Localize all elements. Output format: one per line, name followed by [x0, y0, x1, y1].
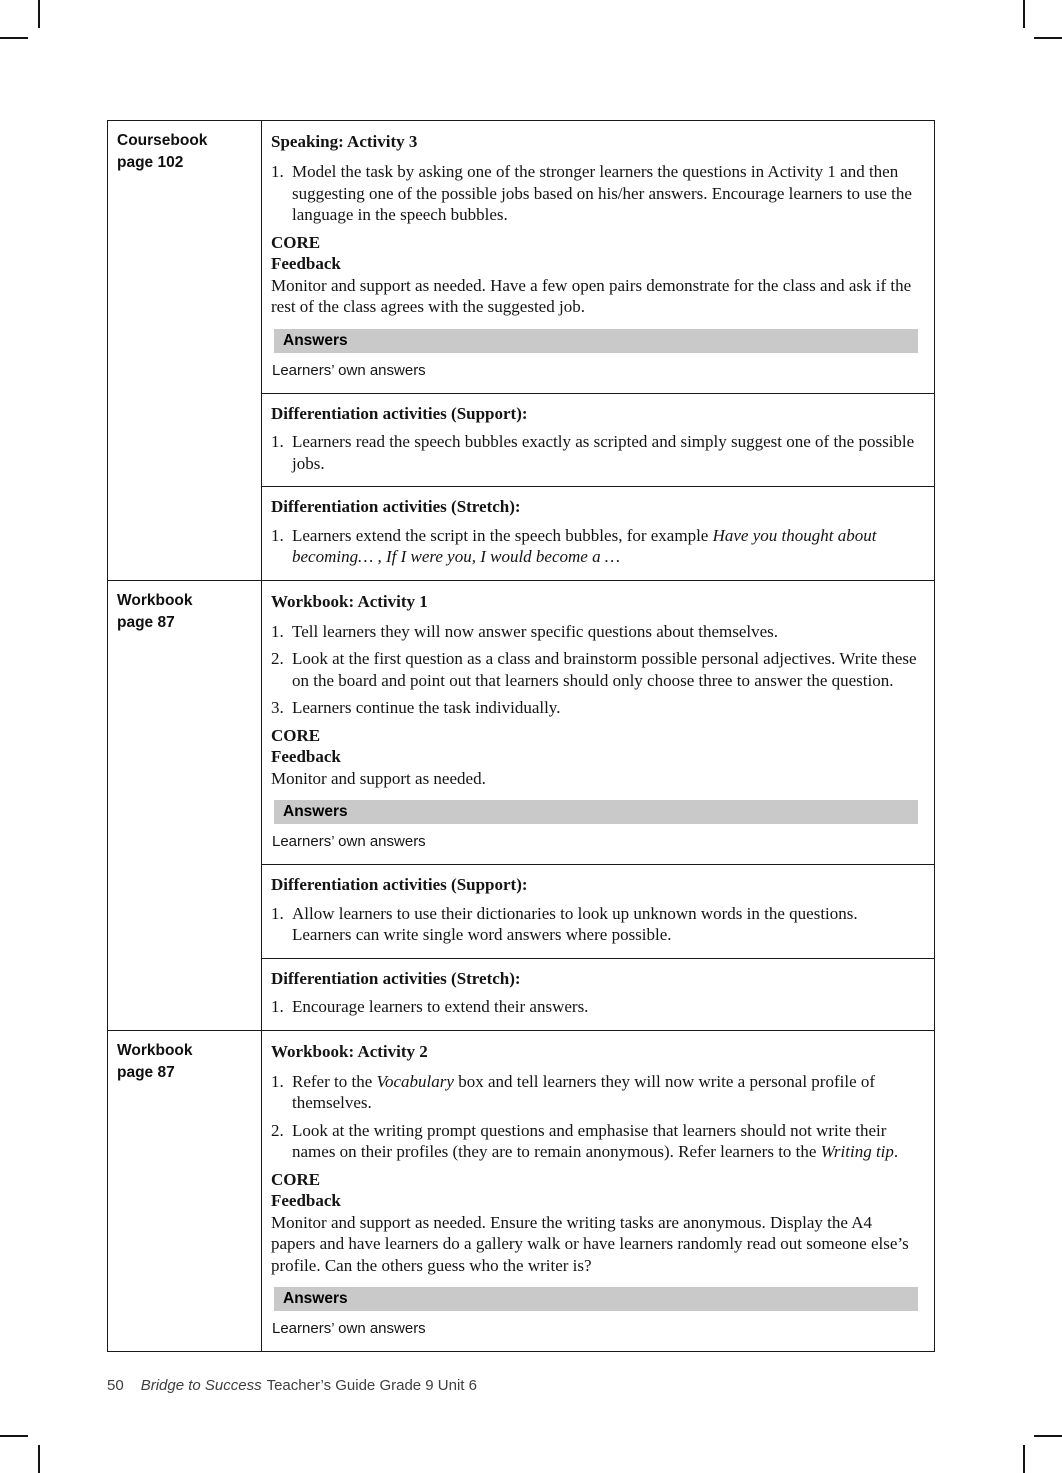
activity-section: [262, 581, 934, 865]
step-text: [292, 1071, 919, 1114]
activity-section: [262, 121, 934, 393]
answers-header-bar: Answers: [274, 800, 918, 824]
step-text: Tell learners they will now answer specific questions about themselves.: [292, 621, 779, 641]
step-item: [271, 621, 919, 643]
step-text-normal: Refer to the: [292, 1071, 377, 1091]
step-text: [292, 1120, 919, 1163]
crop-mark-bottom-left-horizontal: [0, 1435, 28, 1437]
differentiation-stretch-section: [262, 958, 934, 1030]
step-item: [271, 1120, 919, 1163]
step-number: 1.: [271, 525, 284, 545]
differentiation-stretch-section: [262, 486, 934, 580]
row-content-cell: [262, 581, 934, 1030]
footer-guide-text: Teacher’s Guide Grade 9 Unit 6: [266, 1377, 477, 1394]
crop-mark-top-left-horizontal: [0, 37, 28, 39]
step-item: [271, 697, 919, 719]
activity-section: [262, 1031, 934, 1352]
step-text: Learners read the speech bubbles exactly as scripted and simply suggest one of the possible jobs.: [292, 432, 915, 473]
differentiation-support-section: [262, 393, 934, 487]
vocabulary-reference-italic: Vocabulary: [376, 1071, 454, 1091]
differentiation-support-section: [262, 864, 934, 958]
feedback-text: Monitor and support as needed. Ensure the writing tasks are anonymous. Display the A4 papers and have learners do a gallery walk or have learners randomly read out someone else’s profile. Can the others guess who the writer is?: [271, 1212, 909, 1275]
step-number: 3.: [271, 698, 284, 717]
lesson-plan-table: [107, 120, 935, 1352]
feedback-label: Feedback: [271, 747, 341, 766]
activity-heading: Speaking: Activity 3: [271, 132, 418, 151]
step-text: Model the task by asking one of the stronger learners the questions in Activity 1 and then suggesting one of the possible jobs based on his/her answers. Encourage learners to use the language in the speech bubbles.: [292, 162, 912, 224]
book-series-title: Bridge to Success: [140, 1377, 262, 1394]
step-number: 2.: [271, 1120, 284, 1140]
page-ref-source: Workbook: [117, 1041, 193, 1059]
answers-text: Learners’ own answers: [272, 1320, 426, 1337]
page-reference-cell: [108, 1031, 262, 1352]
table-row-coursebook-102: [108, 121, 934, 580]
step-item: [271, 903, 919, 946]
feedback-text: Monitor and support as needed. Have a few open pairs demonstrate for the class and ask if the rest of the class agrees with the suggested job.: [271, 275, 912, 316]
step-item: [271, 996, 919, 1018]
example-phrase-italic: Have you thought about becoming… , If I were you, I would become a …: [292, 525, 877, 566]
step-text-normal: box and tell learners they will now write a personal profile of themselves.: [292, 1071, 876, 1112]
crop-mark-top-right-horizontal: [1034, 37, 1062, 39]
page-reference-cell: [108, 581, 262, 1030]
page-number: 50: [107, 1377, 124, 1394]
step-text-normal: Learners extend the script in the speech bubbles, for example: [292, 525, 713, 545]
step-number: 1.: [271, 1071, 284, 1091]
crop-mark-bottom-right-horizontal: [1034, 1435, 1062, 1437]
step-number: 1.: [271, 621, 284, 641]
step-item: [271, 648, 919, 691]
differentiation-stretch-heading: Differentiation activities (Stretch):: [271, 968, 521, 988]
step-number: 1.: [271, 903, 284, 923]
differentiation-support-heading: Differentiation activities (Support):: [271, 403, 528, 423]
table-row-workbook-87-activity1: [108, 580, 934, 1030]
page-ref-source: Coursebook: [117, 132, 208, 149]
answers-text: Learners’ own answers: [272, 833, 426, 850]
writing-tip-reference-italic: Writing tip: [820, 1142, 894, 1161]
crop-mark-bottom-left-vertical: [38, 1445, 40, 1473]
step-text: [292, 525, 919, 568]
differentiation-support-heading: Differentiation activities (Support):: [271, 875, 528, 894]
step-text: Encourage learners to extend their answers.: [292, 997, 589, 1016]
core-label: CORE: [271, 232, 321, 252]
activity-heading: Workbook: Activity 2: [271, 1041, 428, 1061]
step-item: [271, 431, 919, 474]
step-text-normal: .: [893, 1142, 899, 1161]
step-number: 1.: [271, 162, 284, 181]
page-reference-cell: [108, 121, 262, 580]
step-item: [271, 525, 919, 568]
crop-mark-top-left-vertical: [38, 0, 40, 28]
page-ref-page: page 102: [117, 154, 184, 171]
page-ref-page: page 87: [117, 613, 175, 631]
step-item: [271, 161, 919, 226]
step-text: Look at the first question as a class and brainstorm possible personal adjectives. Write these on the board and point out that learners should only choose three to answer the question.: [292, 649, 917, 690]
page-ref-source: Workbook: [117, 591, 193, 609]
step-number: 1.: [271, 997, 284, 1016]
answers-text: Learners’ own answers: [272, 361, 426, 379]
table-row-workbook-87-activity2: [108, 1030, 934, 1352]
answers-header-bar: Answers: [274, 329, 918, 353]
step-item: [271, 1071, 919, 1114]
crop-mark-bottom-right-vertical: [1023, 1445, 1025, 1473]
core-label: CORE: [271, 1169, 321, 1189]
feedback-label: Feedback: [271, 254, 341, 273]
feedback-text: Monitor and support as needed.: [271, 768, 486, 788]
step-number: 2.: [271, 649, 284, 668]
feedback-label: Feedback: [271, 1191, 341, 1210]
step-text-normal: Look at the writing prompt questions and emphasise that learners should not write their names on their profiles (they are to remain anonymous). Refer learners to the: [292, 1120, 887, 1161]
step-text: Learners continue the task individually.: [292, 698, 561, 717]
core-label: CORE: [271, 725, 321, 745]
page-footer: [107, 1376, 477, 1396]
row-content-cell: [262, 121, 934, 580]
activity-heading: Workbook: Activity 1: [271, 591, 428, 611]
step-text: Allow learners to use their dictionaries to look up unknown words in the questions. Learners can write single word answers where possible.: [292, 903, 858, 944]
step-number: 1.: [271, 432, 284, 451]
row-content-cell: [262, 1031, 934, 1352]
answers-header-bar: Answers: [274, 1287, 918, 1311]
crop-mark-top-right-vertical: [1023, 0, 1025, 28]
page-ref-page: page 87: [117, 1063, 175, 1081]
differentiation-stretch-heading: Differentiation activities (Stretch):: [271, 497, 521, 516]
